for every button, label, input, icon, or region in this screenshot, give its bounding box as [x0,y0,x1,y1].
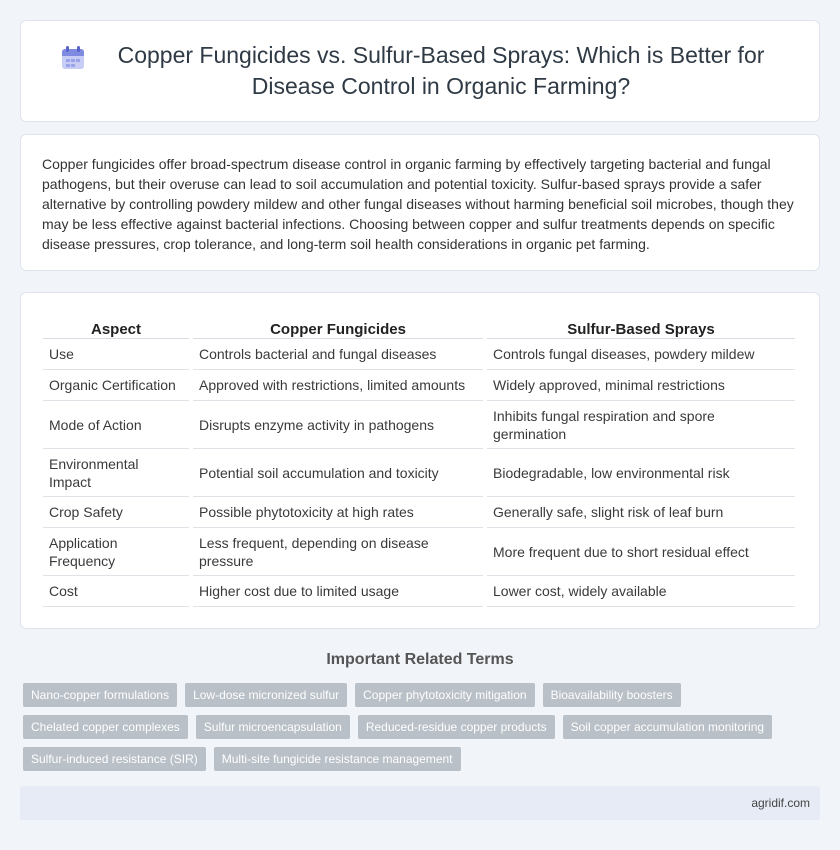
table-row [43,401,795,449]
tag-phytotoxicity-mitigation[interactable]: Copper phytotoxicity mitigation [355,683,534,707]
table-cell: Biodegradable, low environmental risk [487,449,795,497]
table-cell: Mode of Action [43,401,189,449]
related-terms-tags [23,683,823,779]
title-card [20,20,820,122]
header-copper: Copper Fungicides [193,313,483,339]
comparison-table [39,313,799,607]
summary-text: Copper fungicides offer broad-spectrum disease control in organic farming by effectively targeting bacterial and fungal pathogens, but their overuse can lead to soil accumulation and potential toxicity. Sulfur-based sprays provide a safer alternative by controlling powdery mildew and other fungal diseases without harming beneficial soil microbes, though they may be less effective against bacterial infections. Choosing between copper and sulfur treatments depends on specific disease pressures, crop tolerance, and long-term soil health considerations in organic pet farming. [42,156,794,252]
footer-site-link[interactable]: agridif.com [751,796,810,810]
table-cell: Potential soil accumulation and toxicity [193,449,483,497]
tag-sulfur-microencapsulation[interactable]: Sulfur microencapsulation [196,715,350,739]
table-row [43,339,795,370]
table-cell: Controls fungal diseases, powdery mildew [487,339,795,370]
header-aspect: Aspect [43,313,189,339]
calendar-icon [60,45,86,71]
table-cell: Higher cost due to limited usage [193,576,483,607]
table-cell: Less frequent, depending on disease pressure [193,528,483,576]
table-row [43,576,795,607]
table-cell: Use [43,339,189,370]
table-cell: Cost [43,576,189,607]
header-sulfur: Sulfur-Based Sprays [487,313,795,339]
table-cell: Generally safe, slight risk of leaf burn [487,497,795,528]
comparison-table-card [20,292,820,629]
table-cell: Organic Certification [43,370,189,401]
table-cell: More frequent due to short residual effect [487,528,795,576]
summary-card [20,134,820,271]
tag-sulfur-induced-resistance[interactable]: Sulfur-induced resistance (SIR) [23,747,206,771]
tag-row [23,715,823,739]
table-cell: Widely approved, minimal restrictions [487,370,795,401]
tag-micronized-sulfur[interactable]: Low-dose micronized sulfur [185,683,347,707]
tag-reduced-residue-copper[interactable]: Reduced-residue copper products [358,715,555,739]
table-header-row [43,313,795,339]
table-cell: Controls bacterial and fungal diseases [193,339,483,370]
table-cell: Disrupts enzyme activity in pathogens [193,401,483,449]
tag-chelated-copper[interactable]: Chelated copper complexes [23,715,188,739]
tag-bioavailability-boosters[interactable]: Bioavailability boosters [543,683,681,707]
table-cell: Approved with restrictions, limited amounts [193,370,483,401]
tag-row [23,683,823,707]
table-row [43,449,795,497]
table-cell: Crop Safety [43,497,189,528]
related-terms-title: Important Related Terms [326,651,514,668]
table-cell: Possible phytotoxicity at high rates [193,497,483,528]
footer [20,786,820,820]
table-cell: Inhibits fungal respiration and spore germination [487,401,795,449]
tag-row [23,747,823,771]
page-title: Copper Fungicides vs. Sulfur-Based Sprays: Which is Better for Disease Control in Organic Farming? [117,42,765,99]
table-cell: Lower cost, widely available [487,576,795,607]
tag-soil-copper-monitoring[interactable]: Soil copper accumulation monitoring [563,715,772,739]
tag-resistance-management[interactable]: Multi-site fungicide resistance management [214,747,461,771]
table-cell: Environmental Impact [43,449,189,497]
table-row [43,370,795,401]
title-wrap [60,40,780,102]
tag-nano-copper[interactable]: Nano-copper formulations [23,683,177,707]
table-row [43,528,795,576]
table-cell: Application Frequency [43,528,189,576]
table-row [43,497,795,528]
